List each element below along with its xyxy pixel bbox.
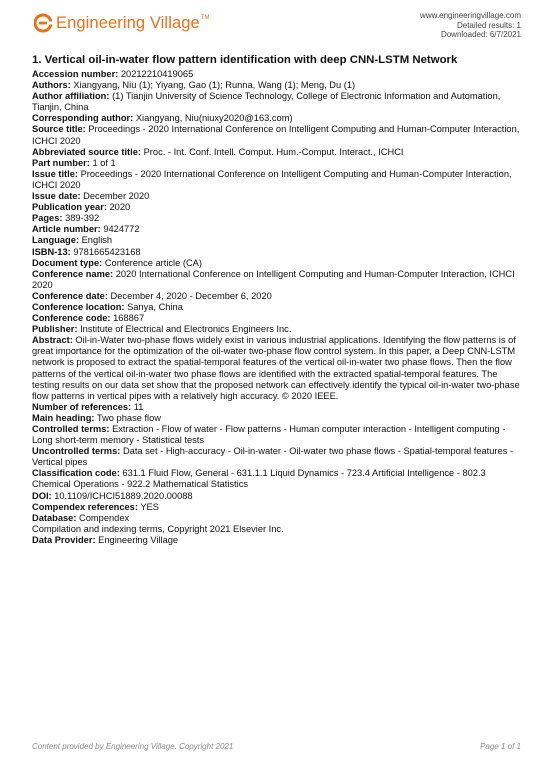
field-value: 1 of 1: [92, 157, 116, 168]
field-label: Issue date:: [32, 191, 81, 202]
field-label: Issue title:: [32, 168, 78, 179]
record-field-row: [32, 191, 525, 202]
record-field-row: [32, 147, 525, 158]
field-value: Compilation and indexing terms, Copyright 2021 Elsevier Inc.: [32, 523, 284, 534]
field-label: Pages:: [32, 213, 63, 224]
field-label: Abstract:: [32, 335, 73, 346]
field-value: 11: [133, 401, 144, 412]
field-value: Compendex: [79, 512, 130, 523]
field-label: Main heading:: [32, 412, 95, 423]
field-value: 2020: [109, 202, 131, 213]
record-field-row: [32, 424, 525, 446]
record-fields: [32, 69, 525, 546]
field-label: Conference location:: [32, 301, 125, 312]
field-label: Conference name:: [32, 268, 114, 279]
record-field-row: [32, 269, 525, 291]
page-header: [0, 0, 553, 48]
field-label: Source title:: [32, 124, 86, 135]
field-label: Number of references:: [32, 401, 132, 412]
field-value: Xiangyang, Niu (1); Yiyang, Gao (1); Runna, Wang (1); Meng, Du (1): [73, 80, 356, 91]
field-label: DOI:: [32, 490, 52, 501]
field-value: 168867: [113, 313, 145, 324]
record-title: 1. Vertical oil-in-water flow pattern identification with deep CNN-LSTM Network: [32, 54, 458, 66]
field-label: Conference code:: [32, 313, 111, 324]
field-value: YES: [140, 501, 159, 512]
record-field-row: [32, 224, 525, 235]
field-label: Publisher:: [32, 324, 78, 335]
record-field-row: [32, 113, 525, 124]
record-field-row: [32, 69, 525, 80]
field-value: 389-392: [65, 213, 100, 224]
field-label: Conference date:: [32, 290, 108, 301]
record-field-row: [32, 468, 525, 490]
field-value: 9781665423168: [73, 246, 141, 257]
record-field-row: [32, 247, 525, 258]
record-field-row: [32, 235, 525, 246]
field-value: Proceedings - 2020 International Conference on Intelligent Computing and Human-Computer Interaction, ICHCI 2020: [32, 124, 520, 146]
record-field-row: [32, 335, 525, 402]
field-value: Oil-in-Water two-phase flows widely exist in various industrial applications. Identifying the flow patterns is of great importance for the optimization of the oil-water two-phase flow control system. In this paper, a Deep CNN-LSTM network is proposed to extract the spatial-temporal features of the vertical oil-in-water two phase flows. Then the flow patterns of the vertical oil-in-water two phase flows are identified with the extracted spatial-temporal features. The testing results on our data set show that the proposed network can effectively identify the typical oil-in-water two-phase flow patterns in vertical pipes with a relatively high accuracy. © 2020 IEEE.: [32, 335, 520, 401]
field-value: Sanya, China: [127, 301, 183, 312]
field-value: December 4, 2020 - December 6, 2020: [110, 290, 272, 301]
field-value: Proceedings - 2020 International Conference on Intelligent Computing and Human-Computer Interaction, ICHCI 2020: [32, 168, 512, 190]
field-label: Database:: [32, 512, 77, 523]
download-date: Downloaded: 6/7/2021: [440, 30, 521, 39]
field-value: (1) Tianjin University of Science Technology, College of Electronic Information and Automation, Tianjin, China: [32, 91, 501, 113]
logo-text: Engineering Village™: [56, 13, 210, 32]
field-label: Article number:: [32, 224, 101, 235]
field-value: 10.1109/ICHCI51889.2020.00088: [54, 490, 193, 501]
field-label: ISBN-13:: [32, 246, 71, 257]
record-field-row: [32, 324, 525, 335]
record-field-row: [32, 202, 525, 213]
record-field-row: [32, 124, 525, 146]
field-value: 631.1 Fluid Flow, General - 631.1.1 Liquid Dynamics - 723.4 Artificial Intelligence - 802.3 Chemical Operations - 922.2 Mathematical Statistics: [32, 468, 486, 490]
record-field-row: [32, 502, 525, 513]
field-value: Conference article (CA): [104, 257, 202, 268]
record-field-row: [32, 524, 525, 535]
record-field-row: [32, 80, 525, 91]
record-field-row: [32, 513, 525, 524]
record-field-row: [32, 491, 525, 502]
field-label: Abbreviated source title:: [32, 146, 142, 157]
field-label: Data Provider:: [32, 534, 96, 545]
record-field-row: [32, 91, 525, 113]
field-label: Accession number:: [32, 69, 119, 79]
page-footer: [32, 742, 521, 751]
record-field-row: [32, 169, 525, 191]
field-value: 2020 International Conference on Intelligent Computing and Human-Computer Interaction, ICHCI 2020: [32, 268, 515, 290]
record-field-row: [32, 158, 525, 169]
field-label: Document type:: [32, 257, 103, 268]
field-value: 20212210419065: [120, 69, 194, 79]
field-value: Xiangyang, Niu(niuxy2020@163.com): [135, 113, 293, 124]
record-field-row: [32, 291, 525, 302]
field-value: Two phase flow: [96, 412, 162, 423]
field-label: Compendex references:: [32, 501, 138, 512]
record-field-row: [32, 213, 525, 224]
field-value: English: [81, 235, 113, 246]
record-field-row: [32, 446, 525, 468]
record-field-row: [32, 302, 525, 313]
field-value: Data set - High-accuracy - Oil-in-water - Oil-water two phase flows - Spatial-temporal features - Vertical pipes: [32, 446, 514, 468]
ev-logo-icon: [34, 13, 52, 33]
field-value: Engineering Village: [98, 534, 179, 545]
field-label: Part number:: [32, 157, 90, 168]
field-label: Uncontrolled terms:: [32, 446, 121, 457]
field-label: Publication year:: [32, 202, 107, 213]
footer-page-number: Page 1 of 1: [480, 742, 521, 751]
record-field-row: [32, 535, 525, 546]
field-value: Extraction - Flow of water - Flow patterns - Human computer interaction - Intelligent computing - Long short-term memory - Statistical tests: [32, 424, 506, 446]
record-field-row: [32, 313, 525, 324]
field-label: Classification code:: [32, 468, 120, 479]
field-label: Language:: [32, 235, 80, 246]
detailed-results: Detailed results: 1: [456, 20, 521, 30]
record-field-row: [32, 258, 525, 269]
site-url: www.engineeringvillage.com: [420, 11, 521, 20]
header-meta: [420, 11, 521, 40]
field-label: Corresponding author:: [32, 113, 134, 124]
field-label: Controlled terms:: [32, 424, 110, 434]
field-value: Institute of Electrical and Electronics Engineers Inc.: [80, 324, 292, 335]
record-field-row: [32, 402, 525, 413]
field-value: Proc. - Int. Conf. Intell. Comput. Hum.-Comput. Interact., ICHCI: [143, 146, 404, 157]
field-label: Authors:: [32, 80, 71, 91]
record-field-row: [32, 413, 525, 424]
field-value: December 2020: [83, 191, 150, 202]
field-value: 9424772: [103, 224, 140, 235]
engineering-village-logo: [34, 13, 210, 33]
footer-copyright: Content provided by Engineering Village. Copyright 2021: [32, 742, 234, 751]
field-label: Author affiliation:: [32, 91, 110, 102]
